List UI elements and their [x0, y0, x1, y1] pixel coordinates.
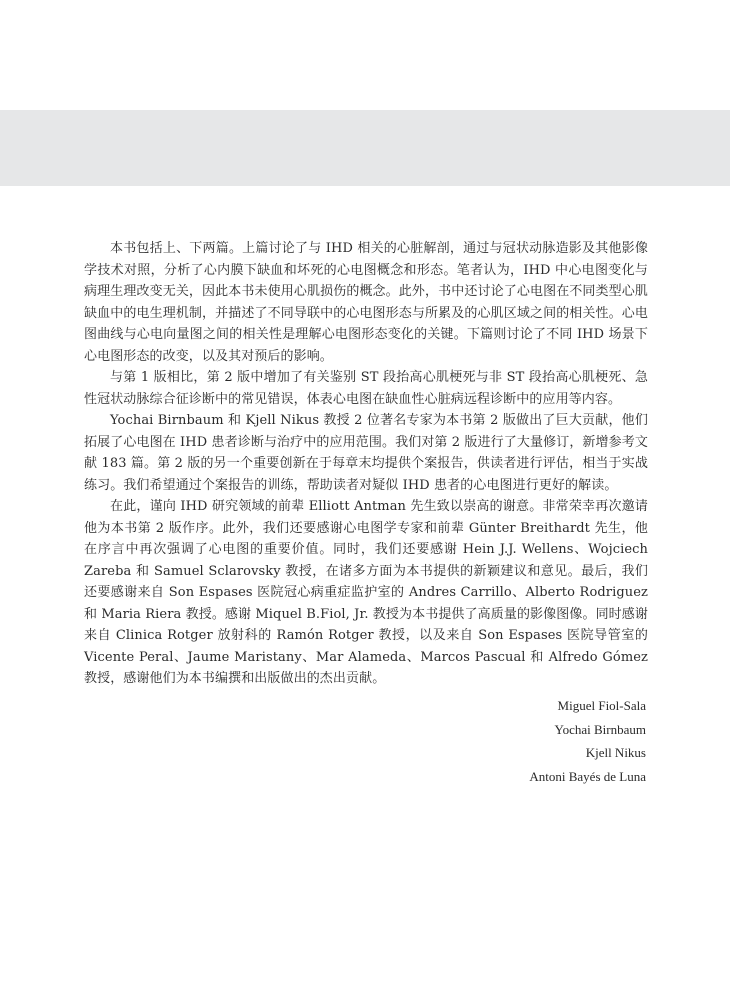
- author-name: Antoni Bayés de Luna: [529, 768, 646, 784]
- paragraph-3: Yochai Birnbaum 和 Kjell Nikus 教授 2 位著名专家为本书第 2 版做出了巨大贡献，他们拓展了心电图在 IHD 患者诊断与治疗中的应用范围。我们对第 2 版进行了大量修订，新增参考文献 183 篇。第 2 版的另一个重要创新在于每章末均提供个案报告，供读者进行评估，相当于实战练习。我们希望通过个案报告的训练，帮助读者对疑似 IHD 患者的心电图进行更好的解读。: [84, 413, 648, 493]
- author-name: Miguel Fiol-Sala: [557, 698, 646, 713]
- author-name: Yochai Birnbaum: [554, 721, 646, 737]
- author-name: Kjell Nikus: [585, 745, 646, 760]
- header-band: [0, 110, 730, 186]
- paragraph-4: 在此，谨向 IHD 研究领域的前辈 Elliott Antman 先生致以崇高的谢意。非常荣幸再次邀请他为本书第 2 版作序。此外，我们还要感谢心电图学专家和前辈 Günter Breithardt 先生，他在序言中再次强调了心电图的重要价值。同时，我们还要感谢 Hein J.J. Wellens、Wojciech Zareba 和 Samuel Sclarovsky 教授，在诸多方面为本书提供的新颖建议和意见。最后，我们还要感谢来自 Son Espases 医院冠心病重症监护室的 Andres Carrillo、Alberto Rodriguez 和 Maria Riera 教授。感谢 Miquel B.Fiol, Jr. 教授为本书提供了高质量的影像图像。同时感谢来自 Clinica Rotger 放射科的 Ramón Rotger 教授，以及来自 Son Espases 医院导管室的 Vicente Peral、Jaume Maristany、Mar Alameda、Marcos Pascual 和 Alfredo Gómez 教授，感谢他们为本书编撰和出版做出的杰出贡献。: [84, 499, 648, 686]
- preface-body: [84, 238, 648, 690]
- paragraph-2: 与第 1 版相比，第 2 版中增加了有关鉴别 ST 段抬高心肌梗死与非 ST 段抬高心肌梗死、急性冠状动脉综合征诊断中的常见错误，体表心电图在缺血性心脏病远程诊断中的应用等内容。: [84, 370, 648, 407]
- author-signatures: [529, 694, 646, 788]
- paragraph-1: 本书包括上、下两篇。上篇讨论了与 IHD 相关的心脏解剖，通过与冠状动脉造影及其他影像学技术对照，分析了心内膜下缺血和坏死的心电图概念和形态。笔者认为，IHD 中心电图变化与病理生理改变无关，因此本书未使用心肌损伤的概念。此外，书中还讨论了心电图在不同类型心肌缺血中的电生理机制，并描述了不同导联中的心电图形态与所累及的心肌区域之间的相关性。心电图曲线与心电向量图之间的相关性是理解心电图形态变化的关键。下篇则讨论了不同 IHD 场景下心电图形态的改变，以及其对预后的影响。: [84, 241, 648, 364]
